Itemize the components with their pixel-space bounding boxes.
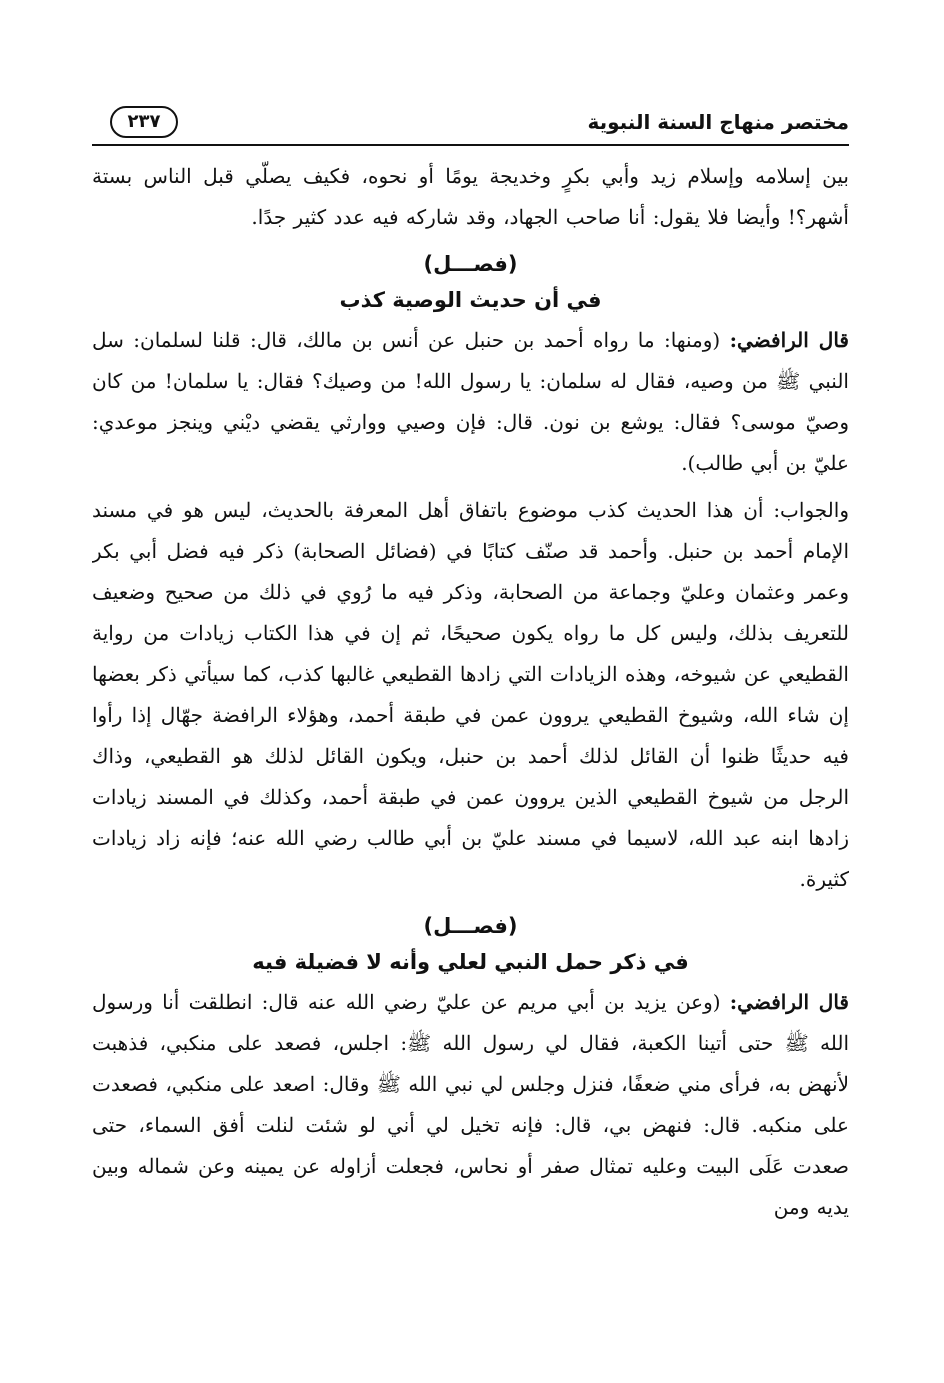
section-1-title: في أن حديث الوصية كذب xyxy=(339,288,602,312)
top-paragraph: بين إسلامه وإسلام زيد وأبي بكرٍ وخديجة يومًا أو نحوه، فكيف يصلّي قبل الناس بستة أشهر؟! وأيضا فلا يقول: أنا صاحب الجهاد، وقد شاركه فيه عدد كثير جدًا. xyxy=(92,164,849,229)
book-page xyxy=(92,98,849,1368)
quote-text: (ومنها: ما رواه أحمد بن حنبل عن أنس بن مالك، قال: قلنا لسلمان: سل النبي ﷺ من وصيه، فقال له سلمان: يا رسول الله! من وصيك؟ فقال: يا سلمان! من كان وصيّ موسى؟ فقال: يوشع بن نون. قال: فإن وصيي ووارثي يقضي ديْني وينجز موعدي: عليّ بن أبي طالب). xyxy=(92,328,849,475)
page-header xyxy=(92,98,849,146)
section-2-label: (فصـــل) xyxy=(423,914,518,938)
section-2-rafidi-quote xyxy=(92,982,849,1228)
quote-text: (وعن يزيد بن أبي مريم عن عليّ رضي الله عنه قال: انطلقت أنا ورسول الله ﷺ حتى أتينا الكعبة، فقال لي رسول الله ﷺ: اجلس، فصعد على منكبي، فذهبت لأنهض به، فرأى مني ضعفًا، فنزل وجلس لي نبي الله ﷺ وقال: اصعد على منكبي، فصعدت على منكبه. قال: فنهض بي، قال: فإنه تخيل لي أني لو شئت لنلت أفق السماء، حتى صعدت عَلَى البيت وعليه تمثال صفر أو نحاس، فجعلت أزاوله عن يمينه وعن شماله وبين يديه ومن xyxy=(92,990,849,1219)
running-title: مختصر منهاج السنة النبوية xyxy=(587,110,849,134)
page-body xyxy=(92,146,849,1228)
section-2-title: في ذكر حمل النبي لعلي وأنه لا فضيلة فيه xyxy=(252,950,689,974)
speaker-label: قال الرافضي: xyxy=(729,990,849,1014)
page-number: ٢٣٧ xyxy=(110,106,178,138)
section-1-rafidi-quote xyxy=(92,320,849,484)
section-1-label: (فصـــل) xyxy=(423,252,518,276)
section-1-answer: والجواب: أن هذا الحديث كذب موضوع باتفاق أهل المعرفة بالحديث، ليس هو في مسند الإمام أحمد بن حنبل. وأحمد قد صنّف كتابًا في (فضائل الصحابة) ذكر فيه فضل أبي بكر وعمر وعثمان وعليّ وجماعة من الصحابة، وذكر فيه ما رُوي في ذلك من صحيح وضعيف للتعريف بذلك، وليس كل ما رواه يكون صحيحًا، ثم إن في هذا الكتاب زيادات من رواية القطيعي عن شيوخه، وهذه الزيادات التي زادها القطيعي غالبها كذب، كما سيأتي ذكر بعضها إن شاء الله، وشيوخ القطيعي يروون عمن في طبقة أحمد، وهؤلاء الرافضة جهّال إذا رأوا فيه حديثًا ظنوا أن القائل لذلك أحمد بن حنبل، ويكون القائل لذلك هو القطيعي، وذاك الرجل من شيوخ القطيعي الذين يروون عمن في طبقة أحمد، وكذلك في المسند زيادات زادها ابنه عبد الله، لاسيما في مسند عليّ بن أبي طالب رضي الله عنه؛ فإنه زاد زيادات كثيرة. xyxy=(92,498,849,891)
speaker-label: قال الرافضي: xyxy=(729,328,849,352)
